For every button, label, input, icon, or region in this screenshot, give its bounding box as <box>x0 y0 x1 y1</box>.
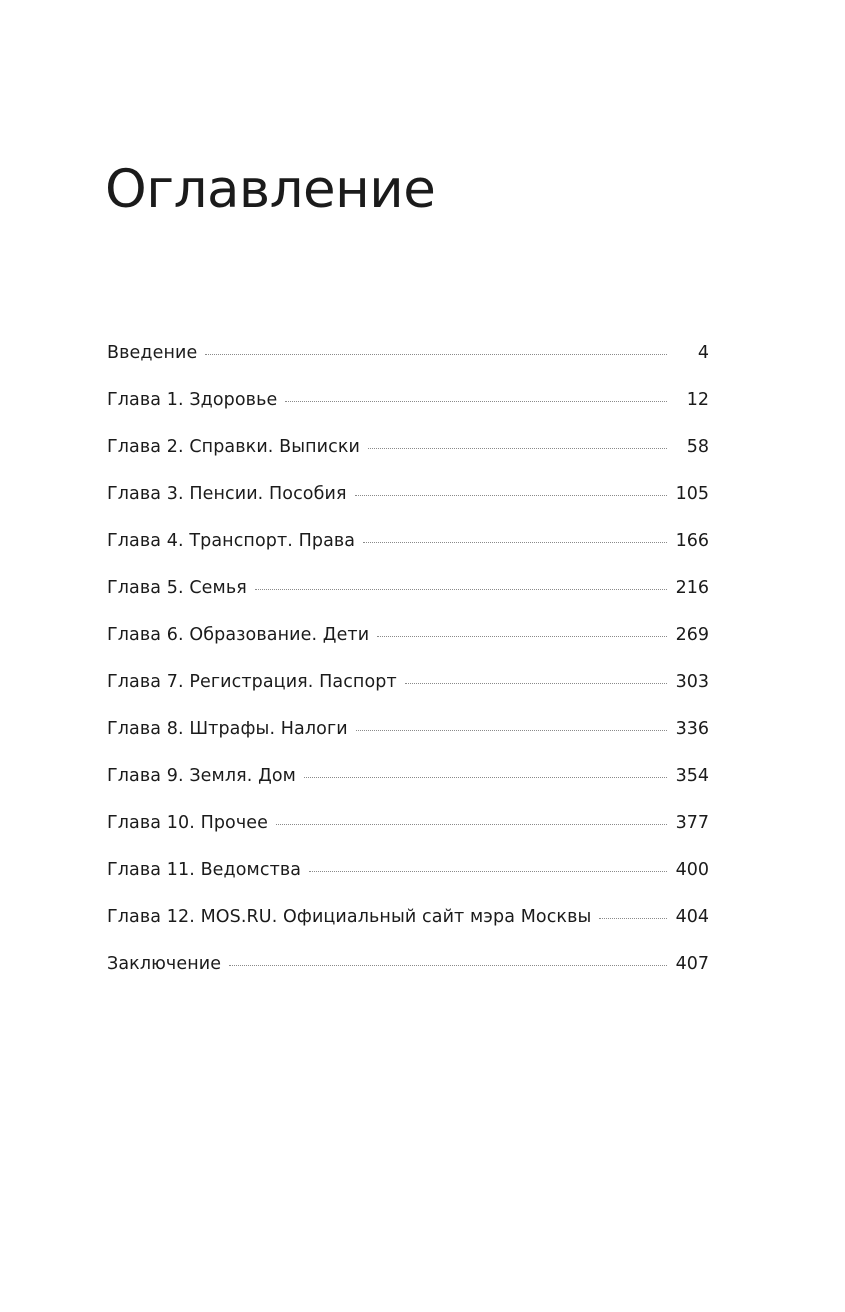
toc-entry-chapter-12[interactable] <box>107 902 709 949</box>
toc-entry-chapter-9[interactable] <box>107 761 709 808</box>
toc-entry-page-number: 336 <box>675 719 709 739</box>
toc-entry-label: Глава 4. Транспорт. Права <box>107 531 356 551</box>
toc-entry-page-number: 377 <box>675 813 709 833</box>
toc-entry-label: Глава 9. Земля. Дом <box>107 766 296 786</box>
dot-leader <box>356 729 667 731</box>
toc-entry-chapter-5[interactable] <box>107 573 709 620</box>
page-title: Оглавление <box>105 159 436 220</box>
toc-entry-page-number: 354 <box>675 766 709 786</box>
dot-leader <box>377 635 667 637</box>
toc-entry-chapter-10[interactable] <box>107 808 709 855</box>
dot-leader <box>368 447 667 449</box>
toc-entry-introduction[interactable] <box>107 338 709 385</box>
dot-leader <box>255 588 667 590</box>
toc-entry-label: Глава 7. Регистрация. Паспорт <box>107 672 397 692</box>
dot-leader <box>229 964 667 966</box>
toc-entry-page-number: 400 <box>675 860 709 880</box>
toc-entry-conclusion[interactable] <box>107 949 709 996</box>
toc-entry-label: Заключение <box>107 954 222 974</box>
toc-entry-chapter-6[interactable] <box>107 620 709 667</box>
toc-entry-label: Глава 11. Ведомства <box>107 860 302 880</box>
toc-entry-page-number: 216 <box>675 578 709 598</box>
dot-leader <box>363 541 667 543</box>
toc-entry-page-number: 303 <box>675 672 709 692</box>
dot-leader <box>599 917 667 919</box>
toc-entry-chapter-4[interactable] <box>107 526 709 573</box>
dot-leader <box>285 400 667 402</box>
toc-entry-page-number: 407 <box>675 954 709 974</box>
toc-entry-label: Глава 1. Здоровье <box>107 390 278 410</box>
toc-entry-label: Глава 8. Штрафы. Налоги <box>107 719 348 739</box>
toc-entry-chapter-3[interactable] <box>107 479 709 526</box>
toc-entry-page-number: 58 <box>686 437 709 457</box>
toc-entry-page-number: 166 <box>675 531 709 551</box>
toc-entry-label: Глава 6. Образование. Дети <box>107 625 370 645</box>
dot-leader <box>304 776 667 778</box>
toc-entry-page-number: 404 <box>675 907 709 927</box>
toc-entry-label: Глава 3. Пенсии. Пособия <box>107 484 347 504</box>
toc-entry-chapter-8[interactable] <box>107 714 709 761</box>
toc-entry-page-number: 4 <box>697 343 709 363</box>
toc-entry-page-number: 105 <box>675 484 709 504</box>
toc-entry-chapter-1[interactable] <box>107 385 709 432</box>
toc-entry-label: Глава 5. Семья <box>107 578 247 598</box>
dot-leader <box>276 823 667 825</box>
toc-entry-chapter-7[interactable] <box>107 667 709 714</box>
dot-leader <box>355 494 667 496</box>
table-of-contents <box>107 338 709 996</box>
toc-entry-chapter-2[interactable] <box>107 432 709 479</box>
dot-leader <box>309 870 667 872</box>
toc-entry-label: Глава 12. MOS.RU. Официальный сайт мэра Москвы <box>107 907 592 927</box>
toc-entry-page-number: 269 <box>675 625 709 645</box>
toc-entry-label: Глава 10. Прочее <box>107 813 269 833</box>
toc-entry-page-number: 12 <box>686 390 709 410</box>
dot-leader <box>405 682 667 684</box>
toc-entry-label: Глава 2. Справки. Выписки <box>107 437 361 457</box>
toc-entry-label: Введение <box>107 343 198 363</box>
dot-leader <box>205 353 667 355</box>
toc-entry-chapter-11[interactable] <box>107 855 709 902</box>
